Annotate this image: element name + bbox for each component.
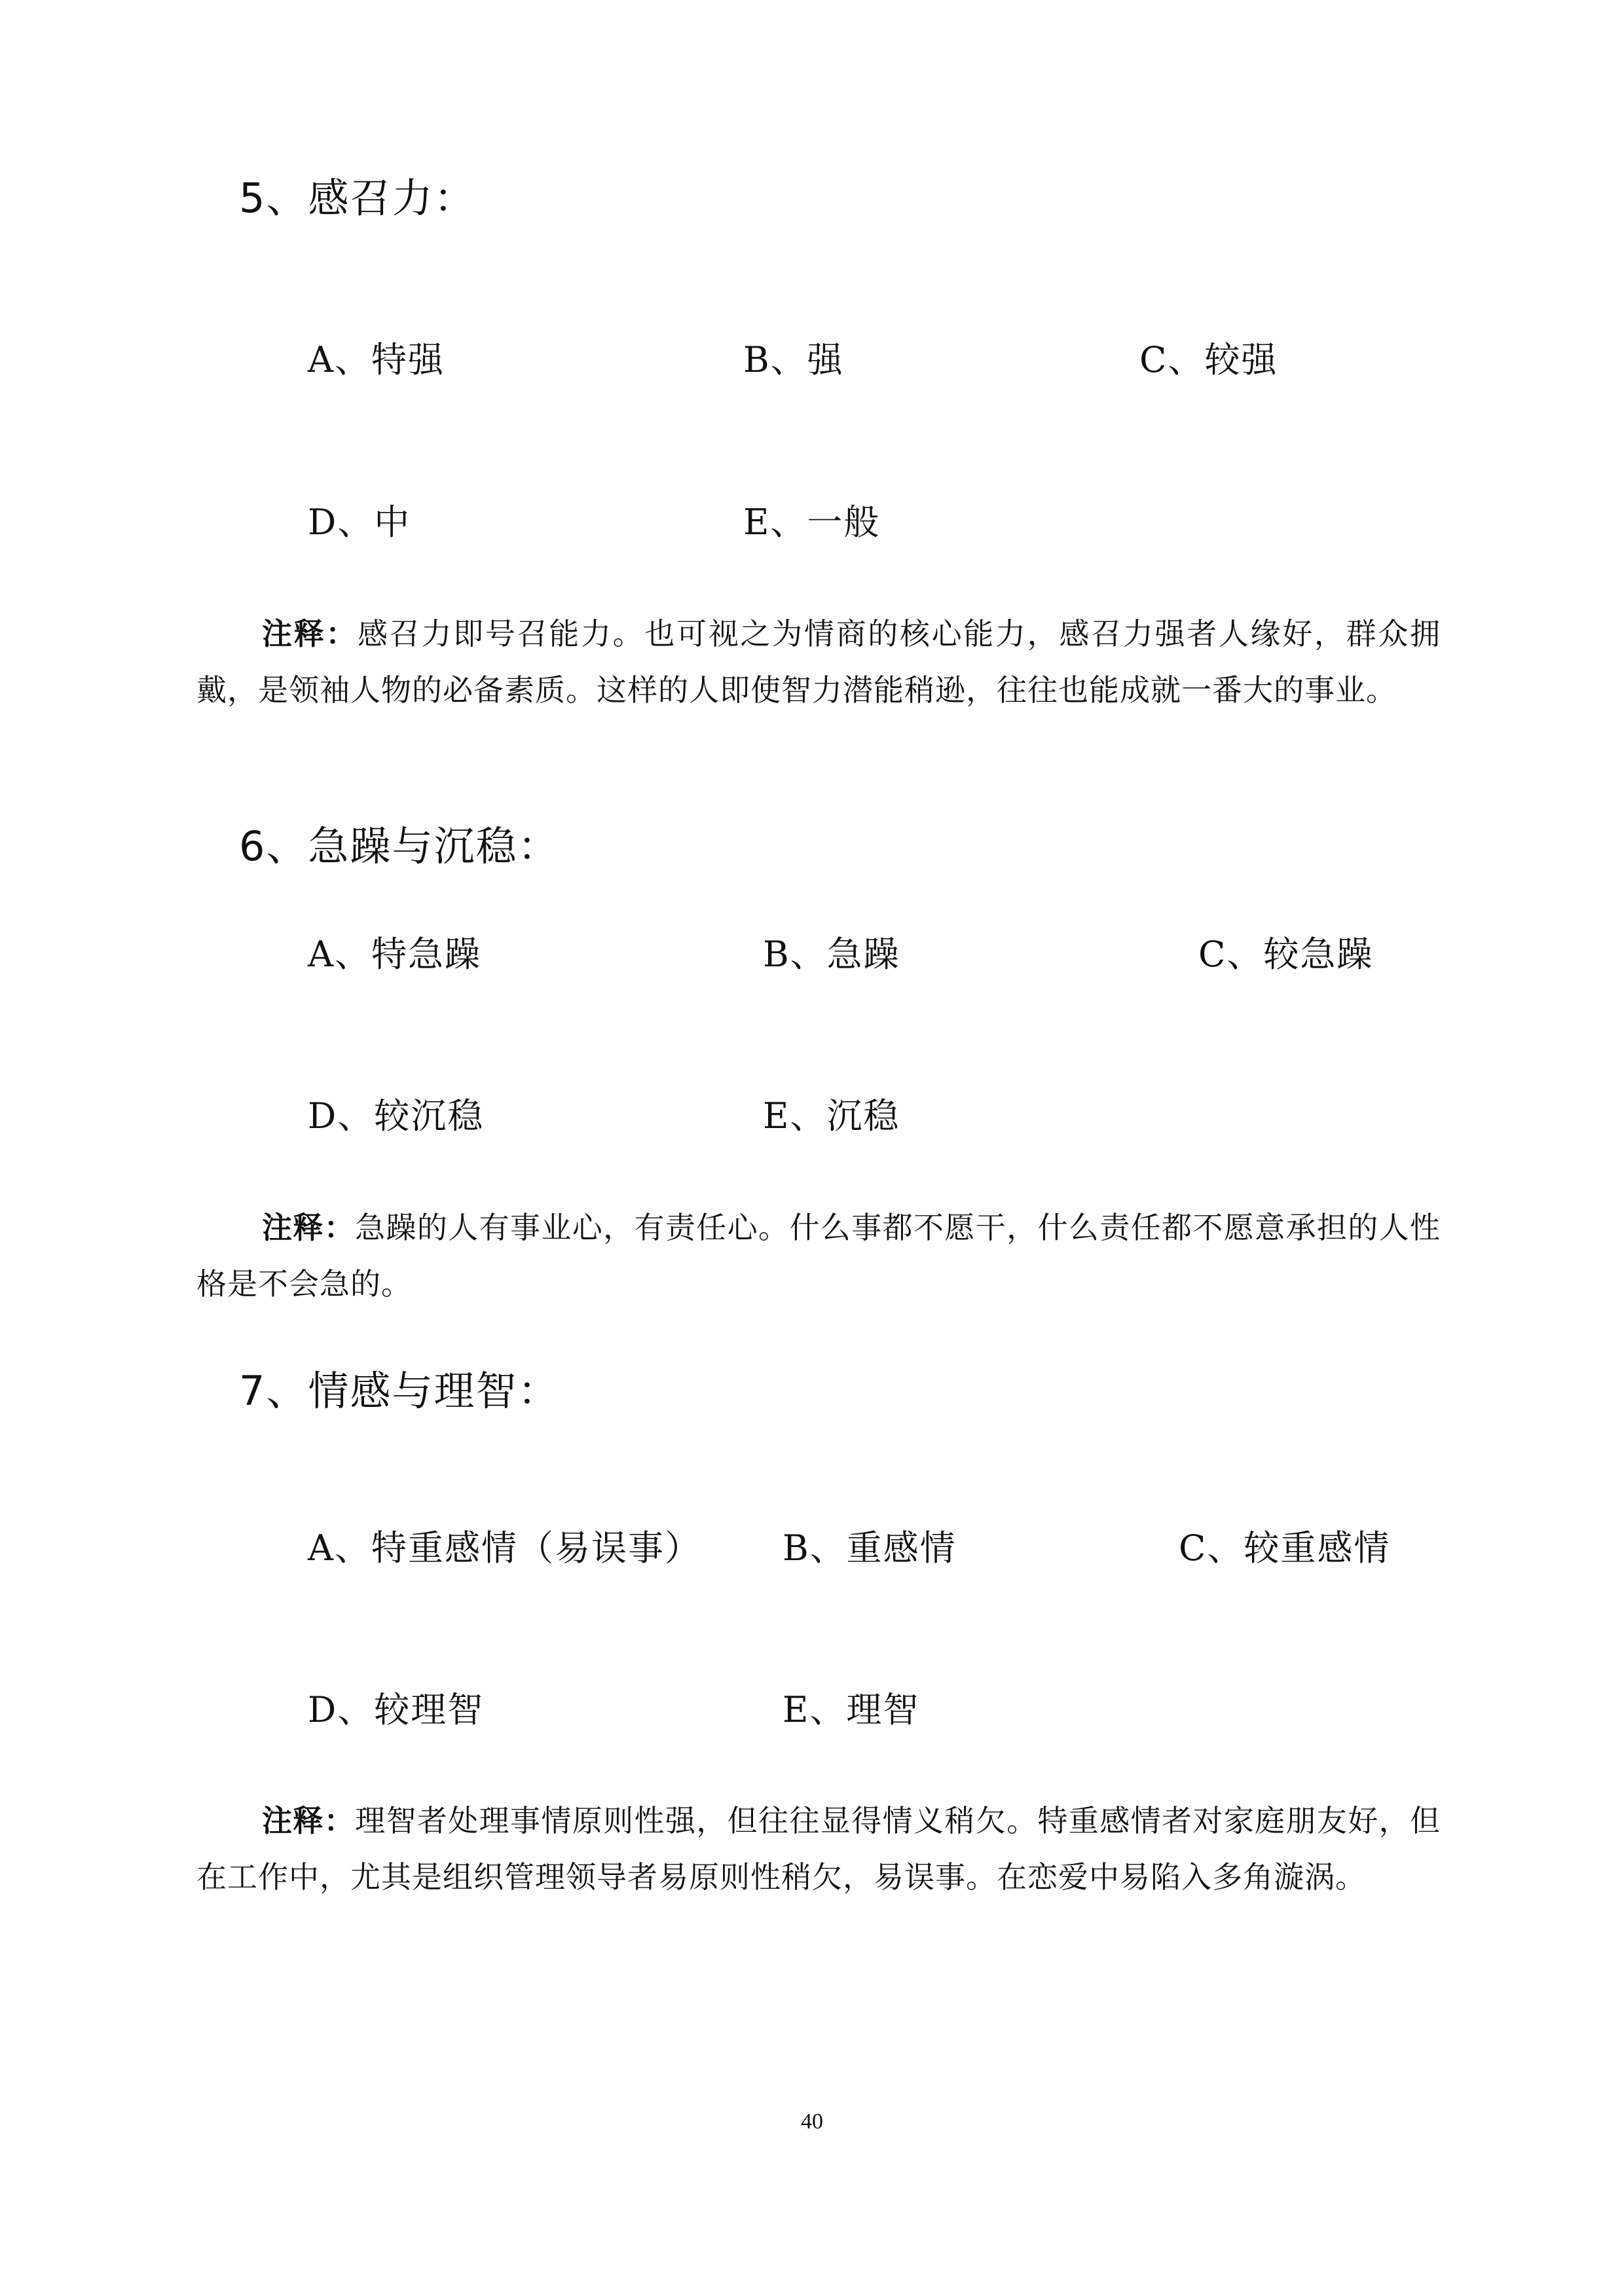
section-5-option-b: B、强 [743,339,844,380]
section-7-note-label: 注释： [262,1803,356,1838]
section-6-heading: 6、急躁与沉稳： [239,822,560,870]
section-7-option-b: B、重感情 [783,1527,957,1569]
section-6-note-label: 注释： [262,1210,356,1245]
section-6-note-text: 急躁的人有事业心，有责任心。什么事都不愿干，什么责任都不愿意承担的人性格是不会急的。 [196,1210,1441,1302]
section-7-heading: 7、情感与理智： [239,1367,560,1415]
section-7-note-text: 理智者处理事情原则性强，但往往显得情义稍欠。特重感情者对家庭朋友好，但在工作中，尤其是组织管理领导者易原则性稍欠，易误事。在恋爱中易陷入多角漩涡。 [196,1803,1441,1895]
section-6-option-d: D、较沉稳 [308,1095,485,1137]
section-5-option-a: A、特强 [308,339,445,380]
section-7-note [196,1793,1441,1905]
section-7-option-a: A、特重感情（易误事） [308,1527,701,1569]
section-7-option-d: D、较理智 [308,1689,485,1730]
section-6-note [196,1199,1441,1312]
section-5-note [196,606,1441,718]
section-6-option-c: C、较急躁 [1198,934,1374,975]
section-5-option-d: D、中 [308,501,411,543]
section-5-option-c: C、较强 [1139,339,1278,380]
page-number: 40 [801,2109,823,2134]
section-5-note-text: 感召力即号召能力。也可视之为情商的核心能力，感召力强者人缘好，群众拥戴，是领袖人物的必备素质。这样的人即使智力潜能稍逊，往往也能成就一番大的事业。 [196,616,1441,708]
section-7-option-c: C、较重感情 [1179,1527,1391,1569]
section-6-option-a: A、特急躁 [308,934,481,975]
section-7-option-e: E、理智 [783,1689,920,1730]
section-5-note-label: 注释： [262,616,358,651]
section-5-heading: 5、感召力： [239,174,476,222]
section-6-option-e: E、沉稳 [763,1095,900,1137]
section-6-option-b: B、急躁 [763,934,900,975]
section-5-option-e: E、一般 [743,501,881,543]
